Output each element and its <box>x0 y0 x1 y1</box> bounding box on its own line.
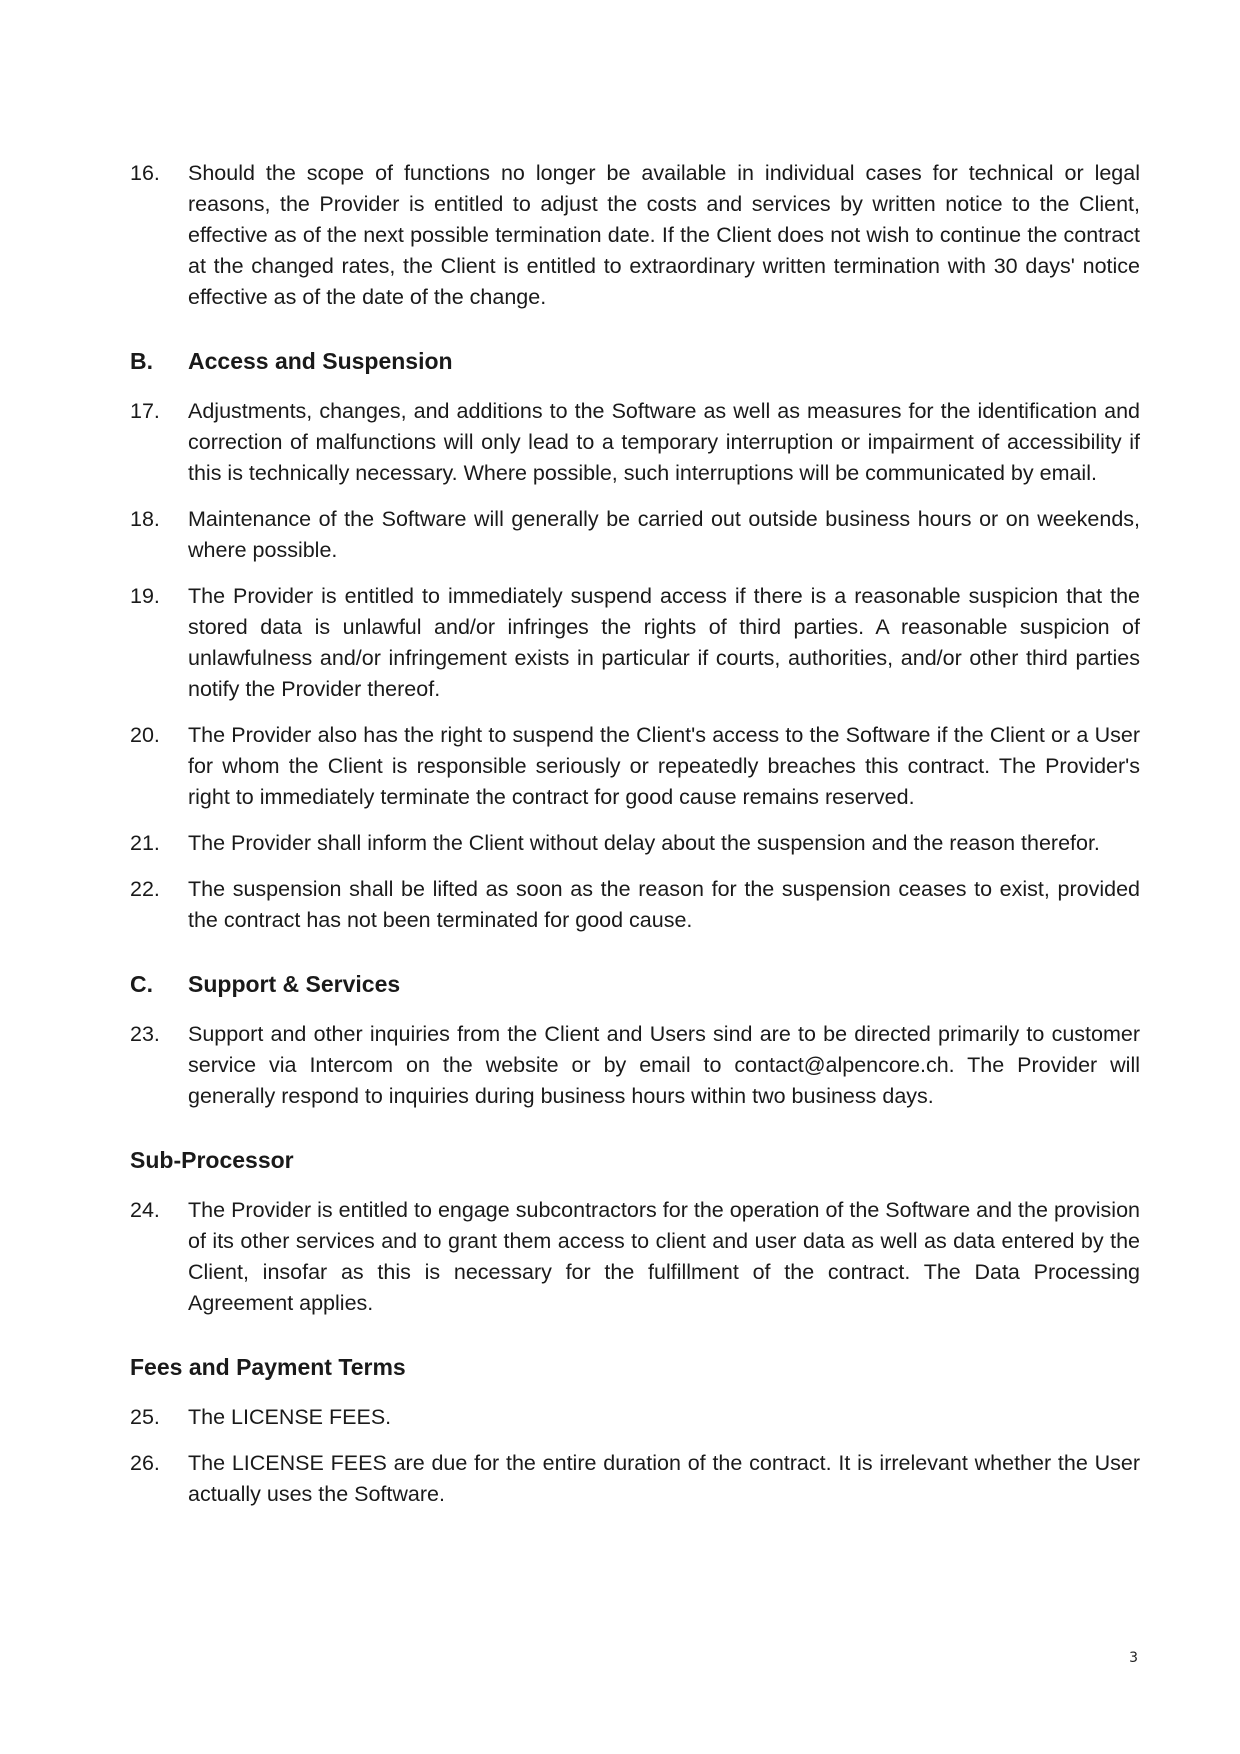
section-title: Fees and Payment Terms <box>130 1354 406 1380</box>
clause-26 <box>130 1448 1140 1510</box>
section-title: Support & Services <box>188 971 401 997</box>
clause-25 <box>130 1402 1140 1433</box>
clause-21 <box>130 828 1140 859</box>
clause-text: Support and other inquiries from the Client and Users sind are to be directed primarily to customer service via Intercom on the website or by email to contact@alpencore.ch. The Provider will generally respond to inquiries during business hours within two business days. <box>188 1022 1140 1108</box>
page-number: 3 <box>1129 1650 1138 1666</box>
section-heading-c <box>130 969 1140 1000</box>
section-heading-b <box>130 346 1140 377</box>
section-title: Sub-Processor <box>130 1147 294 1173</box>
clause-text: The LICENSE FEES are due for the entire duration of the contract. It is irrelevant whether the User actually uses the Software. <box>188 1451 1140 1506</box>
section-letter: B. <box>130 348 153 374</box>
clause-22 <box>130 874 1140 936</box>
clause-number: 18. <box>130 507 160 531</box>
section-title: Access and Suspension <box>188 348 453 374</box>
clause-number: 22. <box>130 877 160 901</box>
clause-24 <box>130 1195 1140 1319</box>
clause-23 <box>130 1019 1140 1112</box>
clause-20 <box>130 720 1140 813</box>
clause-text: The suspension shall be lifted as soon as the reason for the suspension ceases to exist, provided the contract has not been terminated for good cause. <box>188 877 1140 932</box>
section-heading-fees <box>130 1352 1140 1383</box>
clause-number: 20. <box>130 723 160 747</box>
document-page <box>130 158 1140 1525</box>
clause-number: 21. <box>130 831 160 855</box>
clause-18 <box>130 504 1140 566</box>
clause-19 <box>130 581 1140 705</box>
clause-number: 25. <box>130 1405 160 1429</box>
clause-text: The Provider is entitled to immediately suspend access if there is a reasonable suspicion that the stored data is unlawful and/or infringes the rights of third parties. A reasonable suspicion of unlawfulness and/or infringement exists in particular if courts, authorities, and/or other third parties notify the Provider thereof. <box>188 584 1140 701</box>
clause-text: Maintenance of the Software will generally be carried out outside business hours or on weekends, where possible. <box>188 507 1140 562</box>
clause-number: 24. <box>130 1198 160 1222</box>
section-heading-sub-processor <box>130 1145 1140 1176</box>
clause-text: Should the scope of functions no longer be available in individual cases for technical or legal reasons, the Provider is entitled to adjust the costs and services by written notice to the Client, effective as of the next possible termination date. If the Client does not wish to continue the contract at the changed rates, the Client is entitled to extraordinary written termination with 30 days' notice effective as of the date of the change. <box>188 161 1140 309</box>
clause-number: 17. <box>130 399 160 423</box>
clause-number: 23. <box>130 1022 160 1046</box>
clause-text: The LICENSE FEES. <box>188 1405 392 1429</box>
clause-number: 26. <box>130 1451 160 1475</box>
clause-17 <box>130 396 1140 489</box>
clause-number: 19. <box>130 584 160 608</box>
clause-text: The Provider is entitled to engage subcontractors for the operation of the Software and the provision of its other services and to grant them access to client and user data as well as data entered by the Client, insofar as this is necessary for the fulfillment of the contract. The Data Processing Agreement applies. <box>188 1198 1140 1315</box>
clause-number: 16. <box>130 161 160 185</box>
clause-text: The Provider shall inform the Client without delay about the suspension and the reason therefor. <box>188 831 1100 855</box>
clause-text: The Provider also has the right to suspend the Client's access to the Software if the Client or a User for whom the Client is responsible seriously or repeatedly breaches this contract. The Provider's right to immediately terminate the contract for good cause remains reserved. <box>188 723 1140 809</box>
section-letter: C. <box>130 971 153 997</box>
clause-16 <box>130 158 1140 313</box>
clause-text: Adjustments, changes, and additions to the Software as well as measures for the identification and correction of malfunctions will only lead to a temporary interruption or impairment of accessibility if this is technically necessary. Where possible, such interruptions will be communicated by email. <box>188 399 1140 485</box>
